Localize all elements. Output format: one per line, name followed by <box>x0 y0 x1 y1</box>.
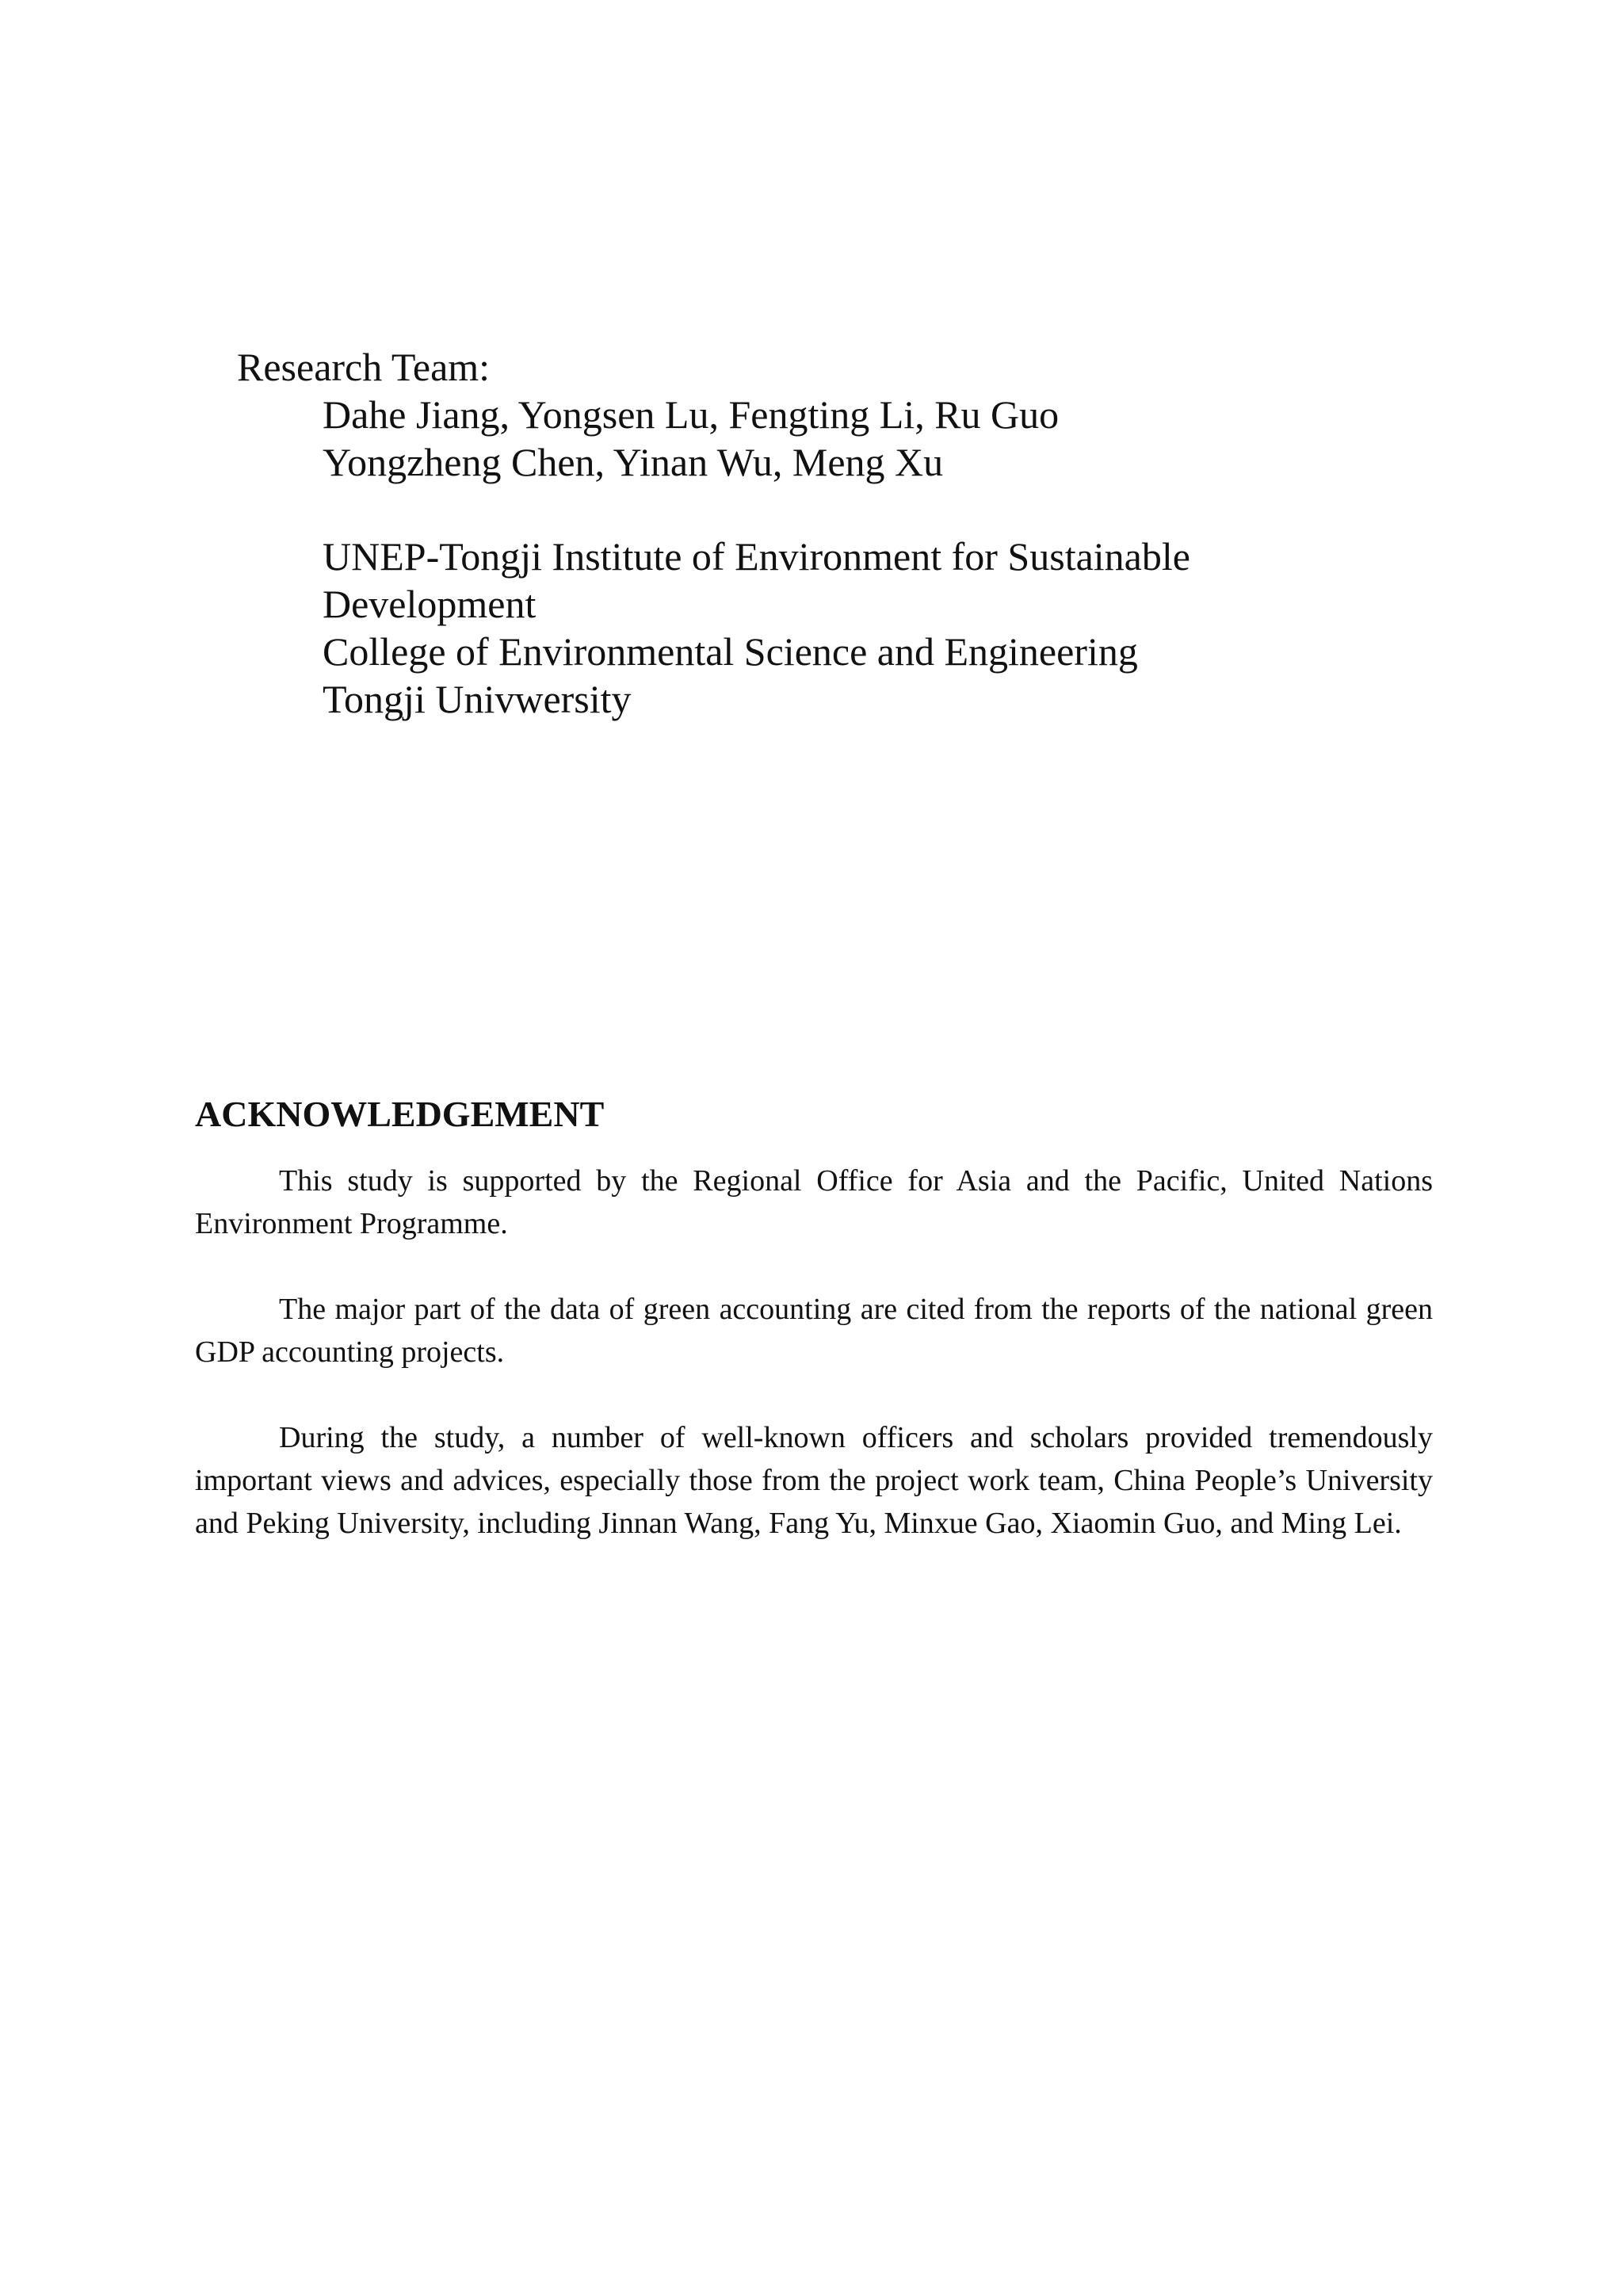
affiliation-line: Tongji Univwersity <box>323 677 632 721</box>
affiliation-line: UNEP-Tongji Institute of Environment for Sustainable <box>323 534 1190 579</box>
acknowledgement-paragraph: During the study, a number of well-known officers and scholars provided tremendously important views and advices, especially those from the project work team, China People’s University and Peking University, including Jinnan Wang, Fang Yu, Minxue Gao, Xiaomin Guo, and Ming Lei. <box>195 1421 1433 1540</box>
research-team-affiliation <box>323 533 1190 723</box>
affiliation-line: Development <box>323 582 537 626</box>
team-member-line: Yongzheng Chen, Yinan Wu, Meng Xu <box>323 440 944 484</box>
team-member-line: Dahe Jiang, Yongsen Lu, Fengting Li, Ru Guo <box>323 392 1060 437</box>
affiliation-line: College of Environmental Science and Engineering <box>323 629 1138 674</box>
acknowledgement-paragraph: The major part of the data of green accounting are cited from the reports of the national green GDP accounting projects. <box>195 1293 1433 1369</box>
acknowledgement-paragraph: This study is supported by the Regional Office for Asia and the Pacific, United Nations Environment Programme. <box>195 1164 1433 1240</box>
acknowledgement-heading: ACKNOWLEDGEMENT <box>195 1094 605 1134</box>
research-team-heading: Research Team: <box>237 345 491 389</box>
research-team-members <box>323 391 1059 486</box>
